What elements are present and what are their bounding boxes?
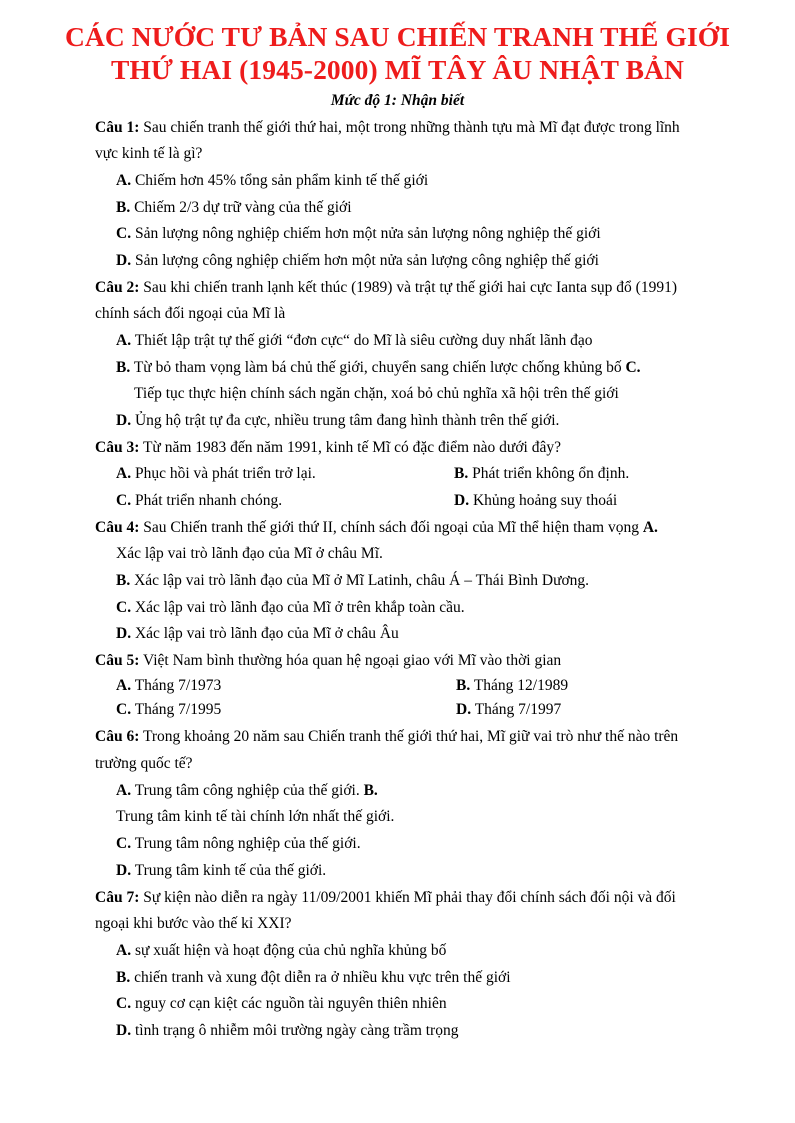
question-6-text-line-1: Trong khoảng 20 năm sau Chiến tranh thế giới thứ hai, Mĩ giữ vai trò như thế nào trên: [142, 728, 679, 745]
question-1-option-d: [116, 251, 599, 271]
question-3-label: Câu 3:: [95, 439, 140, 456]
option-letter: B.: [456, 677, 471, 694]
option-text: Phát triển không ổn định.: [472, 465, 630, 482]
document-title-line-1: CÁC NƯỚC TƯ BẢN SAU CHIẾN TRANH THẾ GIỚI: [64, 21, 731, 52]
question-7-option-c: [116, 994, 447, 1014]
option-letter: B.: [116, 359, 131, 376]
option-text: Tháng 7/1973: [134, 677, 222, 694]
option-text: chiến tranh và xung đột diễn ra ở nhiều khu vực trên thế giới: [134, 969, 511, 986]
option-text: Thiết lập trật tự thế giới “đơn cực“ do Mĩ là siêu cường duy nhất lãnh đạo: [134, 332, 593, 349]
question-7-text-line-2: ngoại khi bước vào thế kỉ XXI?: [95, 915, 292, 932]
question-5-option-c: [116, 700, 221, 720]
option-letter: D.: [116, 625, 132, 642]
question-4-option-a-text: Xác lập vai trò lãnh đạo của Mĩ ở châu Mĩ.: [116, 545, 383, 562]
option-text: Sản lượng nông nghiệp chiếm hơn một nửa sản lượng nông nghiệp thế giới: [134, 225, 601, 242]
question-2-text-line-1: Sau khi chiến tranh lạnh kết thúc (1989) và trật tự thế giới hai cực Ianta sụp đổ (1991): [143, 279, 678, 296]
question-4-option-d: [116, 624, 399, 644]
option-letter: A.: [116, 172, 132, 189]
option-text: Phục hồi và phát triển trở lại.: [134, 465, 316, 482]
option-letter: A.: [116, 782, 132, 799]
option-text: tình trạng ô nhiễm môi trường ngày càng trầm trọng: [134, 1022, 459, 1039]
question-6-option-a: [116, 781, 378, 801]
question-5-label: Câu 5:: [95, 652, 140, 669]
question-2-label: Câu 2:: [95, 279, 140, 296]
option-letter: B.: [116, 199, 131, 216]
question-7-text-line-1: Sự kiện nào diễn ra ngày 11/09/2001 khiến Mĩ phải thay đổi chính sách đối nội và đối: [143, 889, 676, 906]
option-letter: A.: [116, 465, 132, 482]
question-6-option-c: [116, 834, 361, 854]
option-letter: D.: [456, 701, 472, 718]
option-text: sự xuất hiện và hoạt động của chủ nghĩa khủng bố: [134, 942, 447, 959]
option-text: Khủng hoảng suy thoái: [472, 492, 618, 509]
document-title-line-2: THỨ HAI (1945-2000) MĨ TÂY ÂU NHẬT BẢN: [111, 54, 684, 85]
question-1-option-a: [116, 171, 428, 191]
question-4-option-c: [116, 598, 465, 618]
option-letter: B.: [454, 465, 469, 482]
question-5-option-b: [456, 676, 568, 696]
option-text: Xác lập vai trò lãnh đạo của Mĩ ở trên khắp toàn cầu.: [134, 599, 465, 616]
option-letter: A.: [116, 942, 132, 959]
option-letter: D.: [116, 1022, 132, 1039]
question-1-label: Câu 1:: [95, 119, 140, 136]
option-letter: B.: [363, 782, 378, 799]
option-letter: C.: [116, 492, 132, 509]
question-3-option-d: [454, 491, 617, 511]
question-4-option-b: [116, 571, 589, 591]
option-text: Trung tâm kinh tế của thế giới.: [134, 862, 327, 879]
option-letter: C.: [116, 225, 132, 242]
option-letter: C.: [116, 835, 132, 852]
question-5-option-a: [116, 676, 221, 696]
option-text: Tháng 12/1989: [473, 677, 569, 694]
option-letter: A.: [642, 519, 658, 536]
question-7-stem-line-1: [95, 888, 676, 908]
question-2-option-d: [116, 411, 559, 431]
option-letter: C.: [116, 701, 132, 718]
option-text: Chiếm hơn 45% tổng sản phẩm kinh tế thế giới: [134, 172, 429, 189]
option-letter: A.: [116, 332, 132, 349]
question-2-option-a: [116, 331, 593, 351]
question-1-stem-line-1: [95, 118, 680, 138]
option-letter: C.: [116, 995, 132, 1012]
question-1-option-b: [116, 198, 352, 218]
option-letter: D.: [116, 252, 132, 269]
question-3-option-b: [454, 464, 629, 484]
option-text: Xác lập vai trò lãnh đạo của Mĩ ở Mĩ Latinh, châu Á – Thái Bình Dương.: [134, 572, 590, 589]
question-1-text-line-2: vực kinh tế là gì?: [95, 145, 203, 162]
option-letter: A.: [116, 677, 132, 694]
option-text: Trung tâm công nghiệp của thế giới.: [134, 782, 360, 799]
question-4-label: Câu 4:: [95, 519, 140, 536]
question-5-option-d: [456, 700, 561, 720]
question-7-option-a: [116, 941, 446, 961]
question-6-stem-line-1: [95, 727, 678, 747]
option-text: Trung tâm nông nghiệp của thế giới.: [134, 835, 361, 852]
option-text: Tháng 7/1997: [474, 701, 562, 718]
option-letter: D.: [116, 862, 132, 879]
question-1-text-line-1: Sau chiến tranh thế giới thứ hai, một trong những thành tựu mà Mĩ đạt được trong lĩnh: [143, 119, 680, 136]
question-4-text: Sau Chiến tranh thế giới thứ II, chính sách đối ngoại của Mĩ thể hiện tham vọng: [143, 519, 639, 536]
option-text: Chiếm 2/3 dự trữ vàng của thế giới: [134, 199, 352, 216]
option-letter: C.: [116, 599, 132, 616]
option-text: Phát triển nhanh chóng.: [134, 492, 283, 509]
question-4-stem: [95, 518, 658, 538]
question-7-option-b: [116, 968, 511, 988]
option-text: Xác lập vai trò lãnh đạo của Mĩ ở châu Âu: [134, 625, 399, 642]
option-text: Từ bỏ tham vọng làm bá chủ thế giới, chuyển sang chiến lược chống khủng bố: [133, 359, 622, 376]
option-letter: B.: [116, 572, 131, 589]
question-3-option-a: [116, 464, 316, 484]
question-2-option-c-text: Tiếp tục thực hiện chính sách ngăn chặn, xoá bỏ chủ nghĩa xã hội trên thế giới: [134, 385, 619, 402]
difficulty-level-heading: Mức độ 1: Nhận biết: [330, 92, 465, 109]
question-3-stem: [95, 438, 561, 458]
option-text: nguy cơ cạn kiệt các nguồn tài nguyên thiên nhiên: [134, 995, 447, 1012]
question-7-label: Câu 7:: [95, 889, 140, 906]
option-letter: B.: [116, 969, 131, 986]
question-1-option-c: [116, 224, 601, 244]
option-letter: C.: [625, 359, 641, 376]
option-text: Tháng 7/1995: [134, 701, 222, 718]
question-2-option-b: [116, 358, 641, 378]
option-letter: D.: [116, 412, 132, 429]
question-5-stem: [95, 651, 561, 671]
option-text: Ủng hộ trật tự đa cực, nhiều trung tâm đang hình thành trên thế giới.: [134, 412, 560, 429]
question-2-stem-line-1: [95, 278, 677, 298]
question-6-label: Câu 6:: [95, 728, 140, 745]
question-3-text: Từ năm 1983 đến năm 1991, kinh tế Mĩ có đặc điểm nào dưới đây?: [142, 439, 561, 456]
question-6-option-d: [116, 861, 326, 881]
option-letter: D.: [454, 492, 470, 509]
question-6-option-b-text: Trung tâm kinh tế tài chính lớn nhất thế giới.: [116, 808, 395, 825]
question-6-text-line-2: trường quốc tế?: [95, 755, 193, 772]
question-7-option-d: [116, 1021, 458, 1041]
option-text: Sản lượng công nghiệp chiếm hơn một nửa sản lượng công nghiệp thế giới: [134, 252, 599, 269]
question-5-text: Việt Nam bình thường hóa quan hệ ngoại giao với Mĩ vào thời gian: [142, 652, 562, 669]
question-2-text-line-2: chính sách đối ngoại của Mĩ là: [95, 305, 286, 322]
question-3-option-c: [116, 491, 282, 511]
